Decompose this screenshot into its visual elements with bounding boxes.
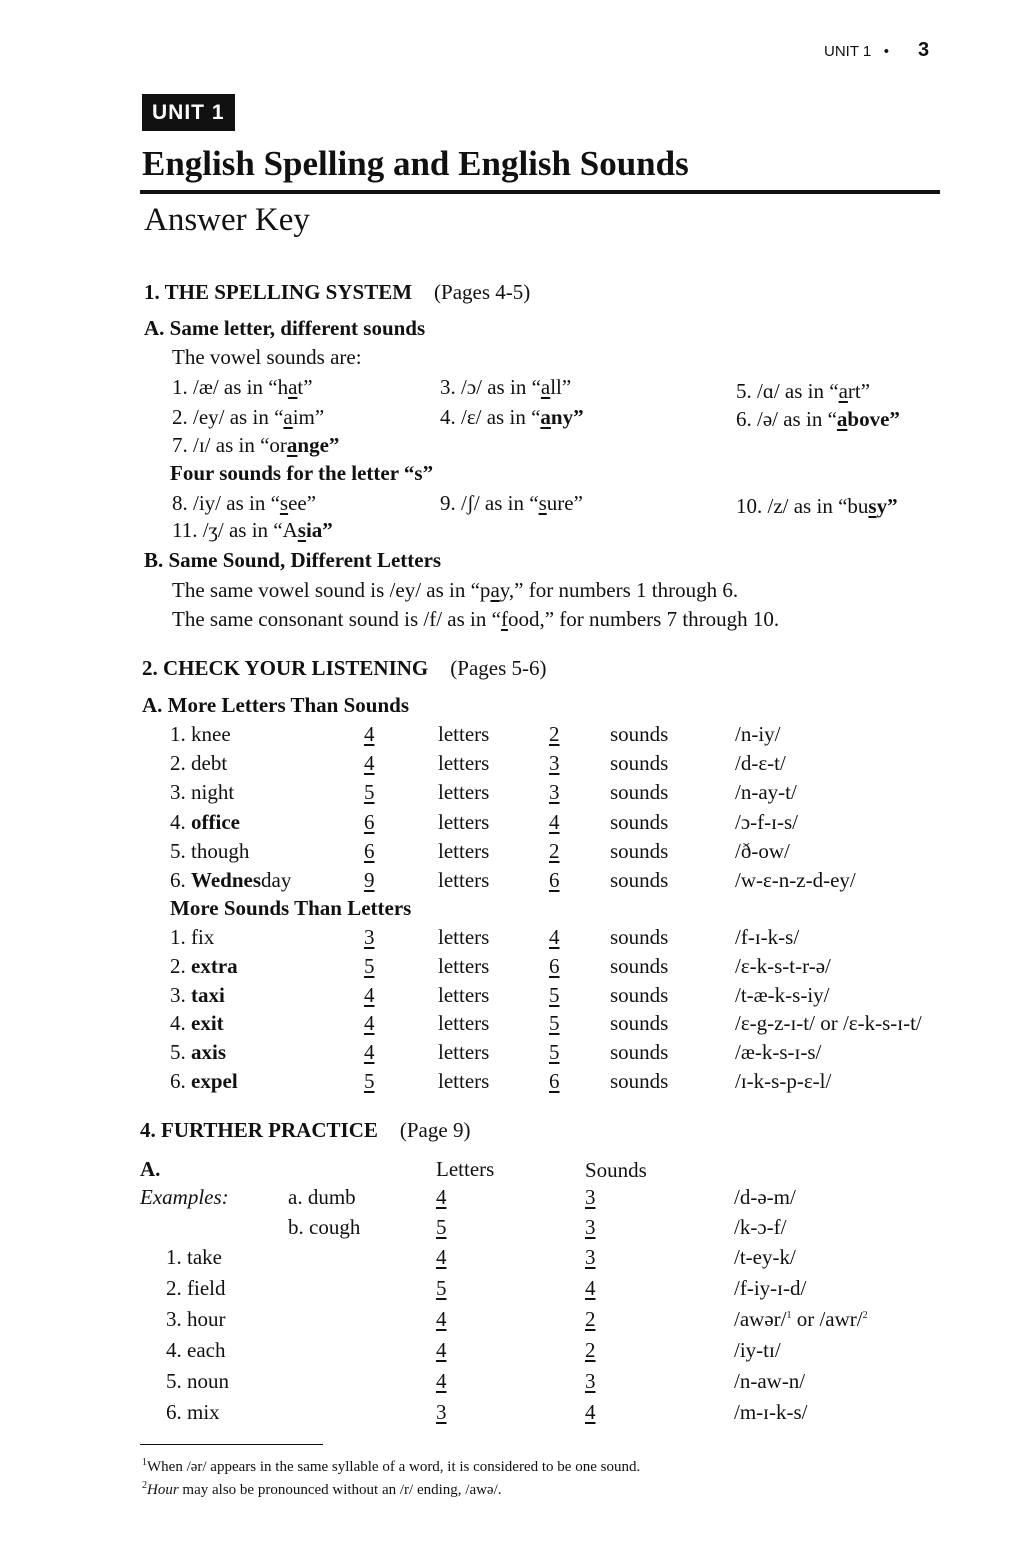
word-cell: b. cough	[288, 1215, 361, 1239]
sounds-count: 2	[549, 838, 560, 863]
sounds-word: sounds	[610, 982, 669, 1007]
ipa-transcription: /k-ɔ-f/	[734, 1215, 787, 1239]
sounds-count: 6	[549, 1069, 560, 1093]
section-1a-intro: The vowel sounds are:	[172, 345, 362, 369]
letters-word: letters	[438, 780, 490, 805]
letter-s-sound-item: 9. /ʃ/ as in “sure”	[440, 491, 583, 515]
ipa-transcription: /æ-k-s-ɪ-s/	[735, 1040, 822, 1065]
letter-s-sound-item: 11. /ʒ/ as in “Asia”	[172, 518, 333, 542]
word-cell: 6. expel	[170, 1069, 238, 1093]
word-cell: 3. taxi	[170, 982, 225, 1007]
letters-word: letters	[438, 868, 490, 892]
sounds-count: 2	[549, 722, 560, 746]
footnote-2: $^2$Hour may also be pronounced without an /r/ ending, /awə/.	[142, 1480, 502, 1498]
title-rule	[140, 190, 940, 194]
word-cell: 3. hour	[166, 1307, 226, 1331]
ipa-transcription: /d-ə-m/	[734, 1185, 796, 1209]
sounds-count: 6	[549, 868, 560, 892]
unit-title: English Spelling and English Sounds	[142, 144, 689, 183]
ipa-transcription: /d-ɛ-t/	[735, 751, 786, 776]
sounds-count: 3	[585, 1245, 596, 1269]
footnote-rule	[140, 1444, 323, 1445]
word-cell: 6. Wednesday	[170, 868, 292, 892]
ipa-transcription: /f-ɪ-k-s/	[735, 925, 800, 949]
sounds-count: 3	[549, 751, 560, 776]
ipa-transcription: /m-ɪ-k-s/	[734, 1400, 808, 1424]
word-cell: 1. fix	[170, 925, 215, 949]
sounds-count: 5	[549, 1011, 560, 1036]
ipa-transcription: /iy-tɪ/	[734, 1338, 781, 1362]
ipa-transcription: /awər/$^1$ or /awr/$^2$	[734, 1307, 868, 1331]
word-cell: 5. noun	[166, 1369, 229, 1393]
word-cell: 2. debt	[170, 751, 228, 776]
sounds-count: 3	[585, 1369, 596, 1393]
section-1a-heading: A. Same letter, different sounds	[144, 316, 426, 340]
sounds-count: 2	[585, 1307, 596, 1331]
letters-count: 5	[436, 1215, 447, 1239]
vowel-sound-item: 6. /ə/ as in “above”	[736, 407, 900, 431]
sounds-word: sounds	[610, 751, 669, 776]
letters-word: letters	[438, 1040, 490, 1065]
sounds-word: sounds	[610, 809, 669, 834]
letters-count: 4	[436, 1338, 447, 1362]
ipa-transcription: /n-iy/	[735, 722, 781, 746]
sounds-count: 5	[549, 982, 560, 1007]
letters-count: 3	[436, 1400, 447, 1424]
sounds-word: sounds	[610, 868, 669, 892]
unit-badge: UNIT 1	[142, 94, 235, 131]
letters-word: letters	[438, 925, 490, 949]
sounds-word: sounds	[610, 953, 669, 978]
letters-count: 4	[364, 751, 375, 776]
word-cell: 5. though	[170, 838, 250, 863]
letters-word: letters	[438, 982, 490, 1007]
ipa-transcription: /f-iy-ɪ-d/	[734, 1276, 807, 1300]
letters-count: 4	[436, 1245, 447, 1269]
letters-word: letters	[438, 809, 490, 834]
letter-s-sound-item: 10. /z/ as in “busy”	[736, 494, 898, 518]
letters-count: 5	[364, 953, 375, 978]
sounds-count: 6	[549, 953, 560, 978]
letters-count: 5	[364, 1069, 375, 1093]
letters-word: letters	[438, 838, 490, 863]
letters-word: letters	[438, 1011, 490, 1036]
section-2-heading: 2. CHECK YOUR LISTENING (Pages 5-6)	[142, 656, 547, 680]
sounds-word: sounds	[610, 780, 669, 805]
word-cell: 4. office	[170, 809, 240, 834]
letters-count: 9	[364, 868, 375, 892]
unit-subtitle: Answer Key	[144, 202, 310, 238]
letters-count: 5	[436, 1276, 447, 1300]
letters-count: 6	[364, 838, 375, 863]
sounds-word: sounds	[610, 722, 669, 746]
letters-column-header: Letters	[436, 1157, 495, 1181]
ipa-transcription: /t-æ-k-s-iy/	[735, 982, 830, 1007]
word-cell: 4. each	[166, 1338, 226, 1362]
vowel-sound-item: 4. /ɛ/ as in “any”	[440, 405, 584, 429]
sounds-count: 2	[585, 1338, 596, 1362]
word-cell: 1. take	[166, 1245, 222, 1269]
ipa-transcription: /ɛ-g-z-ɪ-t/ or /ɛ-k-s-ɪ-t/	[735, 1011, 922, 1036]
word-cell: 2. extra	[170, 953, 238, 978]
letters-count: 4	[364, 982, 375, 1007]
vowel-sound-item: 3. /ɔ/ as in “all”	[440, 375, 572, 399]
letters-count: 5	[364, 780, 375, 805]
footnote-1: $^1$When /ər/ appears in the same syllable of a word, it is considered to be one sound.	[142, 1457, 641, 1475]
sounds-column-header: Sounds	[585, 1158, 647, 1182]
vowel-sound-item: 7. /ɪ/ as in “orange”	[172, 433, 340, 457]
section-4-heading: 4. FURTHER PRACTICE (Page 9)	[140, 1118, 471, 1142]
ipa-transcription: /ð-ow/	[735, 838, 790, 863]
section-1b-line: The same consonant sound is /f/ as in “food,” for numbers 7 through 10.	[172, 607, 780, 631]
vowel-sound-item: 1. /æ/ as in “hat”	[172, 375, 313, 399]
letters-count: 4	[436, 1185, 447, 1209]
word-cell: 6. mix	[166, 1400, 220, 1424]
sounds-count: 3	[549, 780, 560, 805]
sounds-word: sounds	[610, 1069, 669, 1093]
letters-count: 4	[364, 1040, 375, 1065]
sounds-word: sounds	[610, 1040, 669, 1065]
section-4a-label: A.	[140, 1157, 161, 1181]
word-cell: a. dumb	[288, 1185, 356, 1209]
word-cell: 4. exit	[170, 1011, 224, 1036]
ipa-transcription: /ɔ-f-ɪ-s/	[735, 809, 798, 834]
sounds-count: 4	[585, 1276, 596, 1300]
section-2a-heading: A. More Letters Than Sounds	[142, 693, 410, 717]
letters-count: 4	[364, 1011, 375, 1036]
word-cell: 1. knee	[170, 722, 231, 746]
letters-count: 3	[364, 925, 375, 949]
ipa-transcription: /n-aw-n/	[734, 1369, 806, 1393]
sounds-count: 4	[585, 1400, 596, 1424]
ipa-transcription: /ɛ-k-s-t-r-ə/	[735, 953, 831, 978]
ipa-transcription: /n-ay-t/	[735, 780, 797, 805]
ipa-transcription: /t-ey-k/	[734, 1245, 796, 1269]
running-head: UNIT 1 •	[824, 43, 890, 60]
section-2b-heading: More Sounds Than Letters	[170, 896, 412, 920]
letter-s-subheading: Four sounds for the letter “s”	[170, 461, 434, 485]
letters-count: 4	[364, 722, 375, 746]
examples-label: Examples:	[140, 1185, 229, 1209]
word-cell: 2. field	[166, 1276, 226, 1300]
section-1b-heading: B. Same Sound, Different Letters	[144, 548, 442, 572]
letters-count: 6	[364, 809, 375, 834]
sounds-word: sounds	[610, 1011, 669, 1036]
letters-word: letters	[438, 722, 490, 746]
sounds-count: 3	[585, 1215, 596, 1239]
letters-word: letters	[438, 953, 490, 978]
sounds-count: 4	[549, 925, 560, 949]
page-number: 3	[918, 39, 930, 61]
word-cell: 3. night	[170, 780, 235, 805]
letters-count: 4	[436, 1307, 447, 1331]
section-1-heading: 1. THE SPELLING SYSTEM (Pages 4-5)	[144, 280, 531, 304]
ipa-transcription: /w-ɛ-n-z-d-ey/	[735, 868, 856, 892]
letters-word: letters	[438, 751, 490, 776]
sounds-word: sounds	[610, 925, 669, 949]
sounds-word: sounds	[610, 838, 669, 863]
section-1b-line: The same vowel sound is /ey/ as in “pay,” for numbers 1 through 6.	[172, 578, 739, 602]
vowel-sound-item: 2. /ey/ as in “aim”	[172, 405, 325, 429]
vowel-sound-item: 5. /ɑ/ as in “art”	[736, 379, 871, 403]
letters-word: letters	[438, 1069, 490, 1093]
sounds-count: 4	[549, 809, 560, 834]
letters-count: 4	[436, 1369, 447, 1393]
letter-s-sound-item: 8. /iy/ as in “see”	[172, 491, 317, 515]
sounds-count: 5	[549, 1040, 560, 1065]
sounds-count: 3	[585, 1185, 596, 1209]
ipa-transcription: /ɪ-k-s-p-ɛ-l/	[735, 1069, 832, 1093]
word-cell: 5. axis	[170, 1040, 227, 1065]
